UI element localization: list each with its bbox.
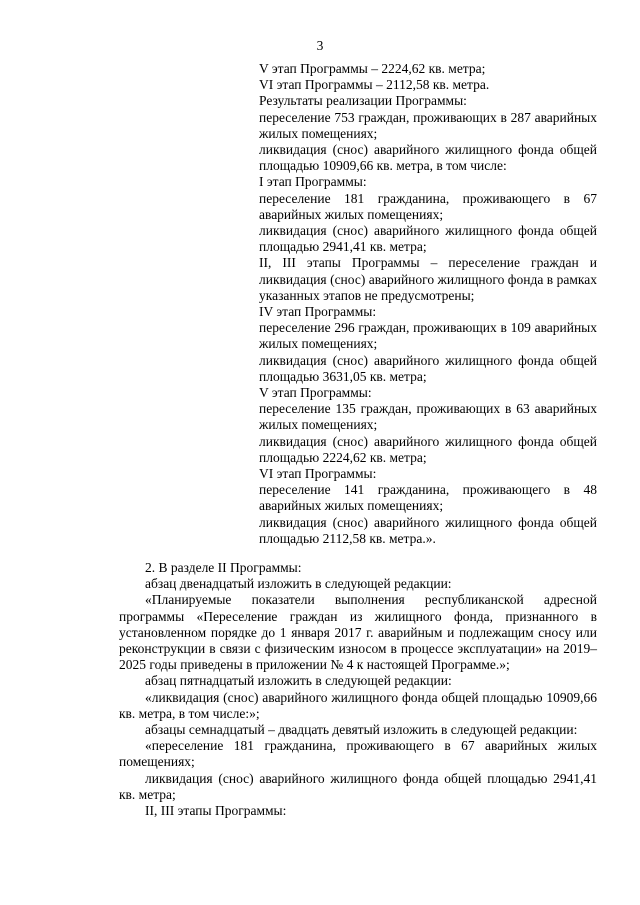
page-number: 3 (316, 38, 324, 53)
paragraph: абзац двенадцатый изложить в следующей редакции: (145, 576, 452, 592)
section-heading: 2. В разделе II Программы: (145, 560, 302, 575)
paragraph: «ликвидация (снос) аварийного жилищного фонда общей площадью 10909,66 кв. метра, в том числе:»; (119, 689, 597, 721)
paragraph: переселение 753 граждан, проживающих в 287 аварийных жилых помещениях; (259, 109, 597, 141)
paragraph: II, III этапы Программы: (145, 803, 287, 819)
paragraph: IV этап Программы: (259, 304, 377, 320)
paragraph: II, III этапы Программы – переселение граждан и ликвидация (снос) аварийного жилищного фонда в рамках указанных этапов не предусмотрены; (259, 255, 597, 303)
paragraph: VI этап Программы – 2112,58 кв. метра. (259, 77, 490, 93)
paragraph: V этап Программы: (259, 385, 372, 401)
paragraph: «Планируемые показатели выполнения республиканской адресной программы «Переселение граждан из жилищного фонда, признанного в установленном порядке до 1 января 2017 г. аварийным и подлежащим сносу или реконструкции в связи с физическим износом в процессе эксплуатации» на 2019–2025 годы приведены в приложении № 4 к настоящей Программе.»; (119, 592, 597, 673)
paragraph: ликвидация (снос) аварийного жилищного фонда общей площадью 10909,66 кв. метра, в том числе: (259, 142, 597, 174)
paragraph: ликвидация (снос) аварийного жилищного фонда общей площадью 2941,41 кв. метра; (119, 770, 597, 802)
paragraph: ликвидация (снос) аварийного жилищного фонда общей площадью 2941,41 кв. метра; (259, 223, 597, 255)
paragraph: «переселение 181 гражданина, проживающего в 67 аварийных жилых помещениях; (119, 738, 597, 770)
paragraph: VI этап Программы: (259, 466, 377, 482)
paragraph: V этап Программы – 2224,62 кв. метра; (259, 61, 486, 76)
paragraph: переселение 296 граждан, проживающих в 109 аварийных жилых помещениях; (259, 320, 597, 352)
paragraph: переселение 181 гражданина, проживающего в 67 аварийных жилых помещениях; (259, 190, 597, 222)
paragraph: абзацы семнадцатый – двадцать девятый изложить в следующей редакции: (145, 722, 578, 738)
paragraph: переселение 141 гражданина, проживающего в 48 аварийных жилых помещениях; (259, 482, 597, 514)
paragraph: Результаты реализации Программы: (259, 93, 467, 109)
main-text (119, 560, 597, 819)
paragraph: I этап Программы: (259, 174, 367, 190)
amendment-text-column (259, 61, 597, 547)
paragraph: абзац пятнадцатый изложить в следующей редакции: (145, 673, 452, 689)
paragraph: ликвидация (снос) аварийного жилищного фонда общей площадью 2224,62 кв. метра; (259, 433, 597, 465)
paragraph: переселение 135 граждан, проживающих в 63 аварийных жилых помещениях; (259, 401, 597, 433)
paragraph: ликвидация (снос) аварийного жилищного фонда общей площадью 2112,58 кв. метра.». (259, 514, 597, 546)
paragraph: ликвидация (снос) аварийного жилищного фонда общей площадью 3631,05 кв. метра; (259, 352, 597, 384)
